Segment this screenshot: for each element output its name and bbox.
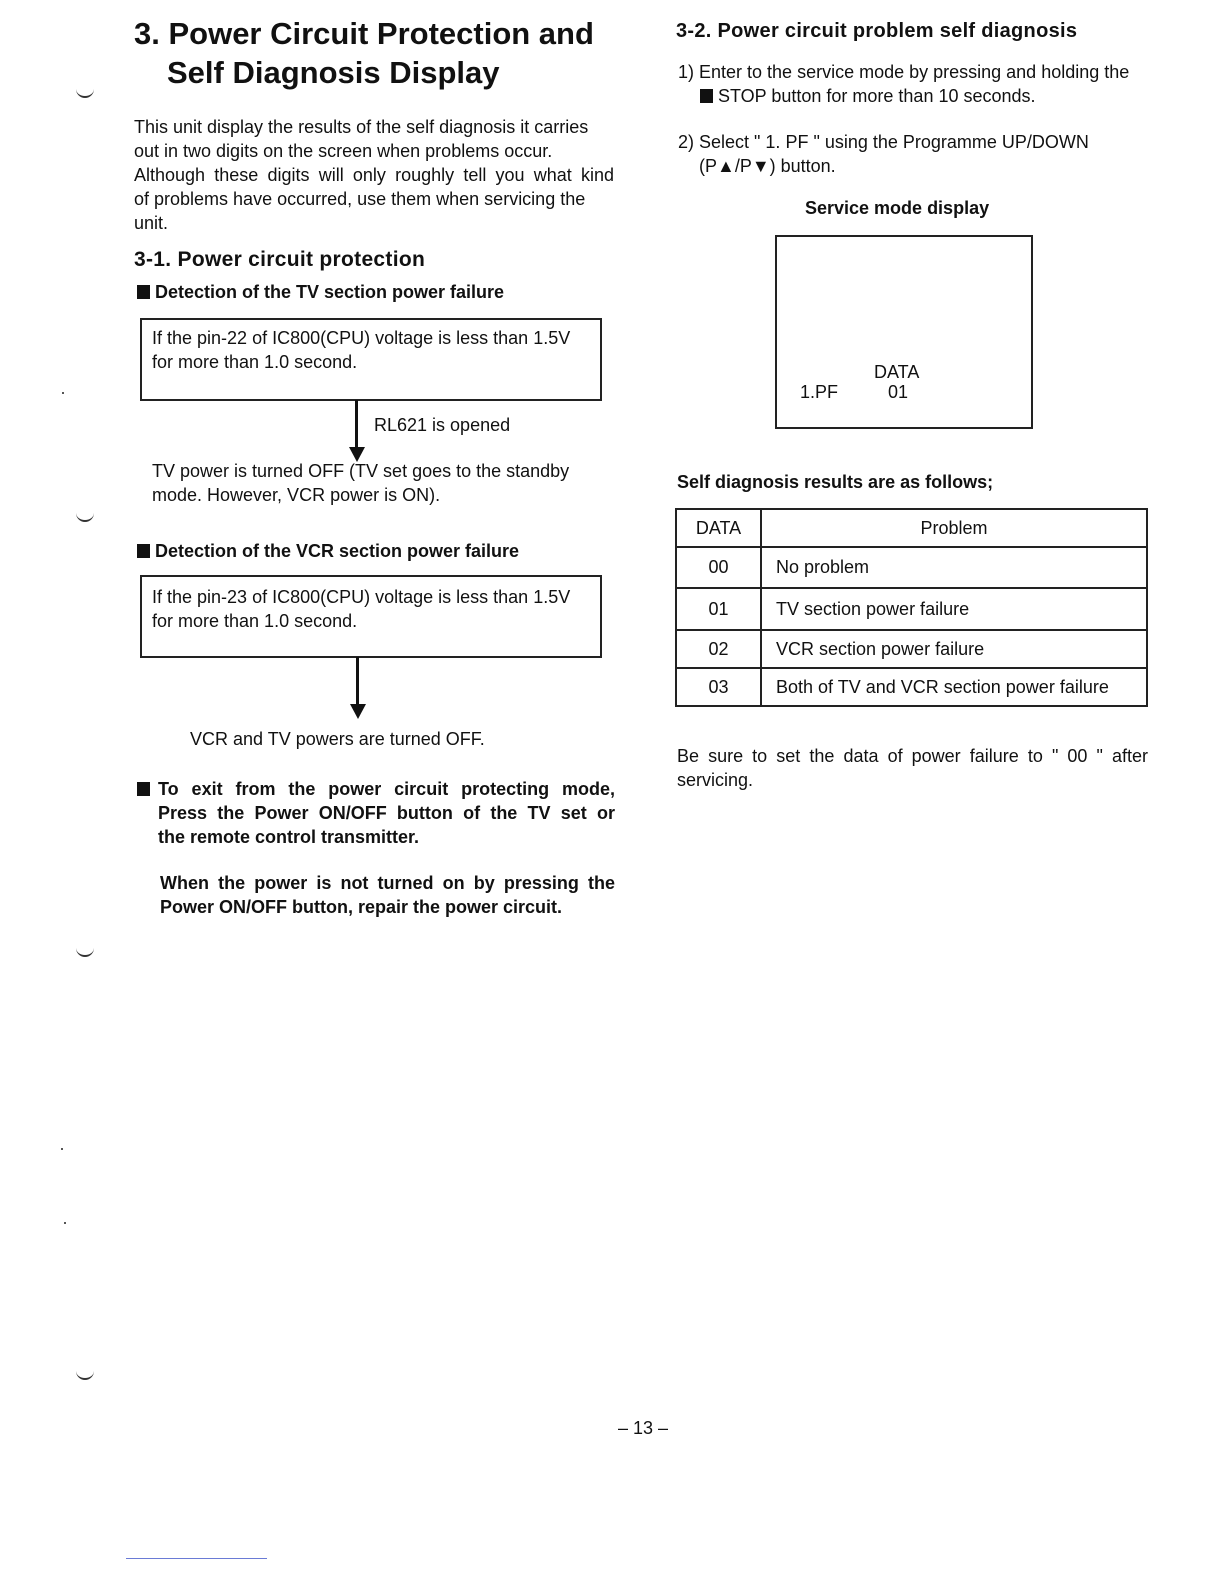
table-row bbox=[676, 588, 1147, 630]
table-cell-problem: No problem bbox=[761, 547, 1147, 588]
title-line-1: 3. Power Circuit Protection and bbox=[134, 16, 594, 51]
step-1-line-text: STOP button for more than 10 seconds. bbox=[718, 86, 1036, 106]
repair-line: When the power is not turned on by pressing the bbox=[160, 873, 615, 893]
flow-arrow-shaft bbox=[355, 400, 358, 450]
table-header-cell: Problem bbox=[761, 509, 1147, 547]
table-header-cell: DATA bbox=[676, 509, 761, 547]
vcr-detection-heading bbox=[137, 541, 519, 562]
margin-mark bbox=[76, 1370, 94, 1380]
exit-line: the remote control transmitter. bbox=[158, 827, 420, 847]
tv-condition-box bbox=[140, 318, 602, 401]
repair-note bbox=[160, 871, 615, 919]
reset-note-line: Be sure to set the data of power failure to " 00 " after bbox=[677, 746, 1148, 766]
service-mode-display bbox=[775, 235, 1033, 429]
step-2 bbox=[678, 130, 1089, 178]
square-bullet-icon bbox=[700, 89, 713, 103]
arrow-down-icon bbox=[350, 704, 366, 719]
tv-result-line: TV power is turned OFF (TV set goes to the standby bbox=[152, 461, 570, 481]
tv-arrow-label: RL621 is opened bbox=[374, 415, 511, 435]
square-bullet-icon bbox=[137, 782, 150, 796]
tv-condition-line: If the pin-22 of IC800(CPU) voltage is less than 1.5V bbox=[152, 328, 571, 348]
tv-detection-heading bbox=[137, 282, 504, 303]
reset-note bbox=[677, 744, 1148, 792]
intro-line: of problems have occurred, use them when servicing the bbox=[134, 189, 586, 209]
step-2-line: (P▲/P▼) button. bbox=[699, 156, 836, 176]
display-value: 01 bbox=[888, 382, 909, 402]
margin-mark bbox=[76, 88, 94, 98]
intro-line: out in two digits on the screen when problems occur. bbox=[134, 141, 553, 161]
tv-detection-title: Detection of the TV section power failure bbox=[155, 282, 505, 302]
section-3-1-heading: 3-1. Power circuit protection bbox=[134, 248, 426, 271]
flow-arrow-shaft bbox=[356, 657, 359, 707]
display-data-label: DATA bbox=[874, 362, 920, 382]
margin-mark bbox=[76, 947, 94, 957]
vcr-detection-title: Detection of the VCR section power failure bbox=[155, 541, 520, 561]
intro-paragraph bbox=[134, 115, 614, 235]
table-row bbox=[676, 630, 1147, 668]
table-cell-problem: TV section power failure bbox=[761, 588, 1147, 630]
page-number: – 13 – bbox=[618, 1418, 669, 1438]
results-caption: Self diagnosis results are as follows; bbox=[677, 472, 994, 492]
page-title bbox=[134, 14, 594, 92]
vcr-condition-line: If the pin-23 of IC800(CPU) voltage is less than 1.5V bbox=[152, 587, 571, 607]
intro-line: unit. bbox=[134, 213, 169, 233]
tv-result bbox=[152, 459, 569, 507]
exit-line: Press the Power ON/OFF button of the TV set or bbox=[158, 803, 615, 823]
tv-condition-line: for more than 1.0 second. bbox=[152, 352, 358, 372]
scan-dot bbox=[64, 1222, 66, 1224]
vcr-condition-box bbox=[140, 575, 602, 658]
title-line-2: Self Diagnosis Display bbox=[167, 55, 500, 90]
step-1-line-2 bbox=[678, 84, 1129, 108]
scan-dot bbox=[61, 1148, 63, 1150]
step-1-line: 1) Enter to the service mode by pressing and holding the bbox=[678, 62, 1130, 82]
margin-mark bbox=[76, 512, 94, 522]
intro-line: This unit display the results of the self diagnosis it carries bbox=[134, 117, 589, 137]
table-cell-data: 02 bbox=[676, 630, 761, 668]
vcr-condition-line: for more than 1.0 second. bbox=[152, 611, 358, 631]
table-cell-problem: Both of TV and VCR section power failure bbox=[761, 668, 1147, 706]
table-cell-data: 00 bbox=[676, 547, 761, 588]
step-2-line: 2) Select " 1. PF " using the Programme UP/DOWN bbox=[678, 132, 1089, 152]
table-cell-data: 03 bbox=[676, 668, 761, 706]
diagnosis-table bbox=[675, 508, 1148, 707]
table-header-row bbox=[676, 509, 1147, 547]
step-1 bbox=[678, 60, 1129, 108]
display-item: 1.PF bbox=[800, 382, 839, 402]
service-mode-caption: Service mode display bbox=[805, 198, 990, 218]
vcr-result: VCR and TV powers are turned OFF. bbox=[190, 729, 485, 749]
intro-line: Although these digits will only roughly tell you what kind bbox=[134, 165, 614, 185]
footer-rule bbox=[126, 1558, 267, 1559]
table-row bbox=[676, 547, 1147, 588]
table-cell-data: 01 bbox=[676, 588, 761, 630]
exit-line: To exit from the power circuit protecting mode, bbox=[158, 779, 615, 799]
square-bullet-icon bbox=[137, 285, 150, 299]
square-bullet-icon bbox=[137, 544, 150, 558]
table-cell-problem: VCR section power failure bbox=[761, 630, 1147, 668]
scan-dot bbox=[62, 392, 64, 394]
repair-line: Power ON/OFF button, repair the power circuit. bbox=[160, 897, 563, 917]
tv-result-line: mode. However, VCR power is ON). bbox=[152, 485, 441, 505]
section-3-2-heading: 3-2. Power circuit problem self diagnosis bbox=[676, 20, 1078, 42]
table-row bbox=[676, 668, 1147, 706]
exit-instructions bbox=[137, 777, 615, 849]
reset-note-line: servicing. bbox=[677, 770, 754, 790]
